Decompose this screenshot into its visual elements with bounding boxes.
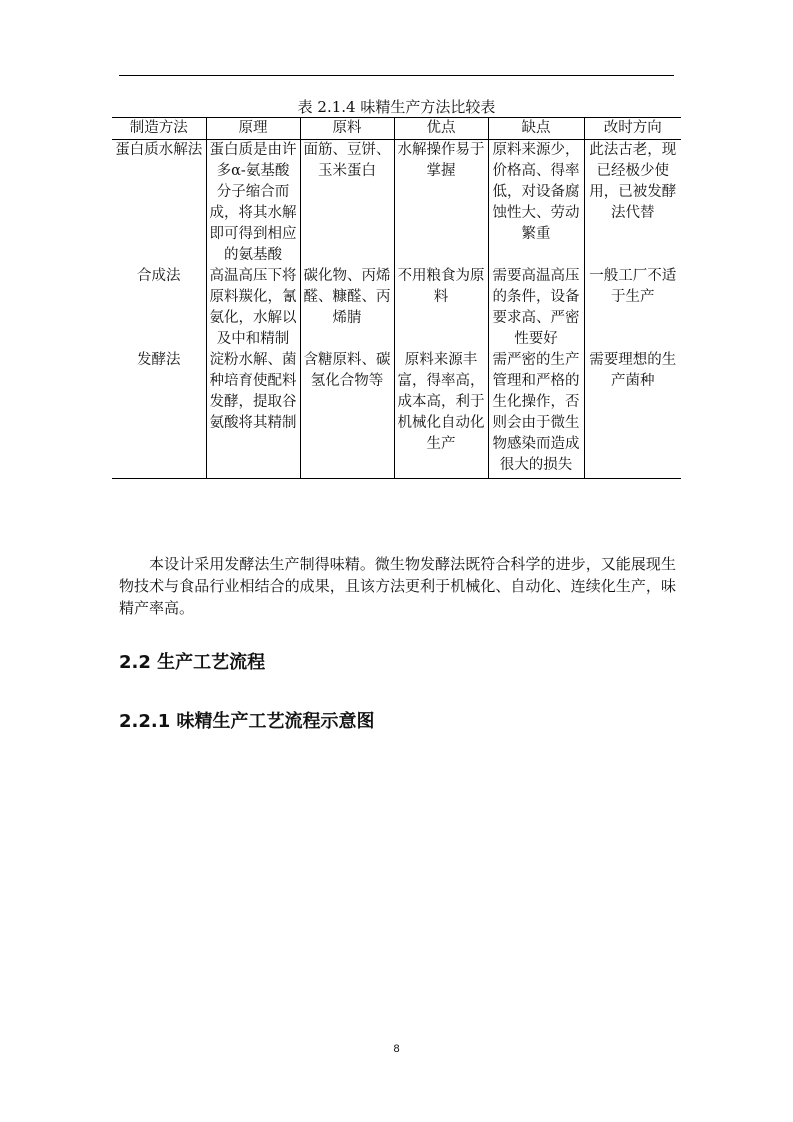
header-material: 原料: [300, 118, 394, 140]
header-advantage: 优点: [394, 118, 488, 140]
page-number: 8: [393, 1043, 400, 1055]
header-disadvantage: 缺点: [488, 118, 584, 140]
table-row: [112, 350, 681, 479]
table-cell: 淀粉水解、菌种培育使配料发酵，提取谷氨酸将其精制: [206, 350, 300, 479]
table-row: [112, 140, 681, 267]
table-cell: 需要理想的生产菌种: [584, 350, 681, 479]
table-cell: 需严密的生产管理和严格的生化操作，否则会由于微生物感染而造成很大的损失: [488, 350, 584, 479]
table-cell: 此法古老，现已经极少使用，已被发酵法代替: [584, 140, 681, 267]
header-method: 制造方法: [112, 118, 206, 140]
table-cell: 水解操作易于掌握: [394, 140, 488, 267]
table-caption: 表 2.1.4 味精生产方法比较表: [297, 98, 496, 116]
table-cell: 蛋白质水解法: [115, 142, 203, 158]
section-heading: 2.2 生产工艺流程: [119, 652, 266, 673]
table-header-row: [112, 118, 681, 140]
comparison-table: [112, 117, 681, 479]
table-cell: 碳化物、丙烯醛、糠醛、丙烯腈: [300, 266, 394, 350]
subsection-heading: 2.2.1 味精生产工艺流程示意图: [119, 711, 375, 732]
table-cell: 发酵法: [112, 350, 206, 479]
table-cell: 面筋、豆饼、玉米蛋白: [300, 140, 394, 267]
table-cell: 含糖原料、碳氢化合物等: [300, 350, 394, 479]
table-cell: 原料来源丰富，得率高，成本高，利于机械化自动化生产: [394, 350, 488, 479]
header-rule: [119, 75, 674, 76]
table-cell: 需要高温高压的条件，设备要求高、严密性要好: [488, 266, 584, 350]
header-direction: 改时方向: [584, 118, 681, 140]
table-cell: 高温高压下将原料羰化，氰氨化，水解以及中和精制: [206, 266, 300, 350]
header-principle: 原理: [206, 118, 300, 140]
table-cell: 不用粮食为原料: [394, 266, 488, 350]
table-row: [112, 266, 681, 350]
table-cell: 蛋白质是由许多α-氨基酸分子缩合而成，将其水解即可得到相应的氨基酸: [206, 140, 300, 267]
table-cell: 原料来源少，价格高、得率低，对设备腐蚀性大、劳动繁重: [488, 140, 584, 267]
body-paragraph: 本设计采用发酵法生产制得味精。微生物发酵法既符合科学的进步，又能展现生物技术与食品行业相结合的成果，且该方法更利于机械化、自动化、连续化生产，味精产率高。: [119, 555, 676, 617]
table-cell: 一般工厂不适于生产: [584, 266, 681, 350]
table-cell: 合成法: [137, 268, 181, 284]
